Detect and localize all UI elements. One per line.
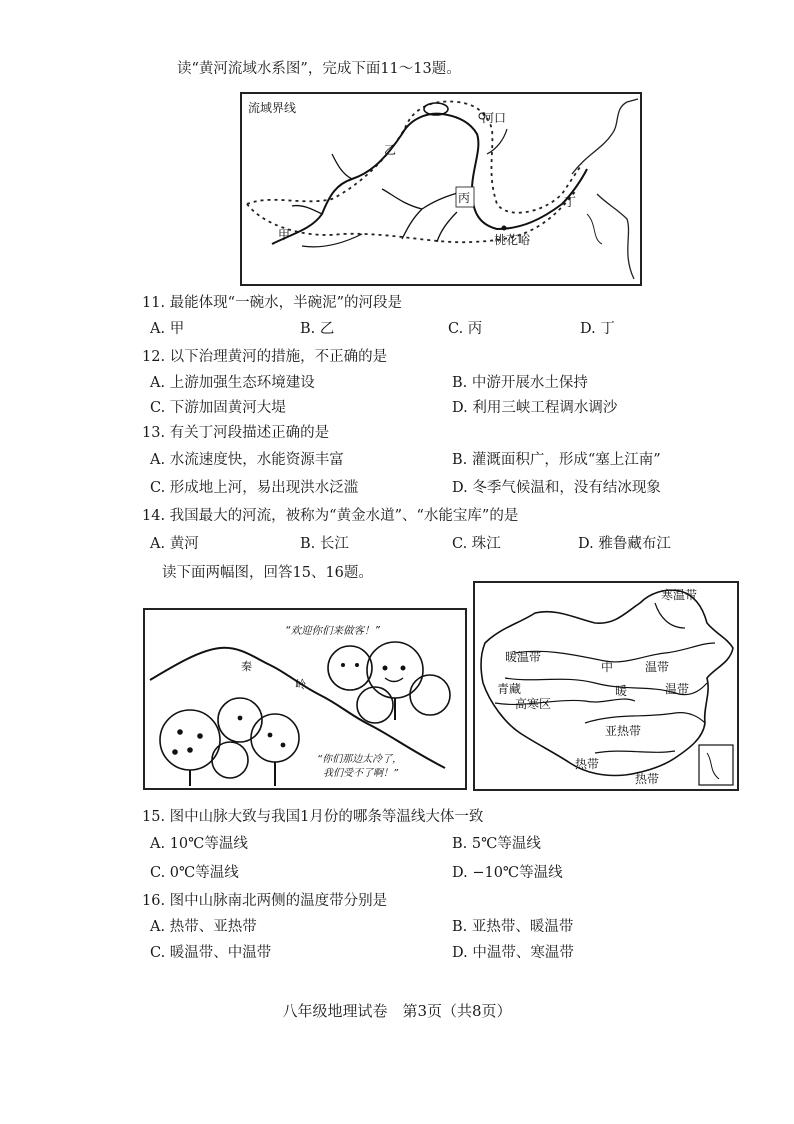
q14-option-b[interactable]: B. 长江 xyxy=(300,536,349,552)
q14-option-c[interactable]: C. 珠江 xyxy=(452,536,501,552)
q16-option-a[interactable]: A. 热带、亚热带 xyxy=(150,919,257,935)
q11-option-c[interactable]: C. 丙 xyxy=(448,321,483,337)
q16-option-d[interactable]: D. 中温带、寒温带 xyxy=(452,945,574,961)
q16-option-b[interactable]: B. 亚热带、暖温带 xyxy=(452,919,574,935)
question-12-stem: 12. 以下治理黄河的措施，不正确的是 xyxy=(142,349,388,365)
label-jia: 甲 xyxy=(278,228,291,242)
question-11-stem: 11. 最能体现“一碗水，半碗泥”的河段是 xyxy=(142,295,402,311)
zone-re-2: 热带 xyxy=(635,772,660,786)
question-13-stem: 13. 有关丁河段描述正确的是 xyxy=(142,425,330,441)
label-bing: 丙 xyxy=(458,191,471,205)
q14-option-d[interactable]: D. 雅鲁藏布江 xyxy=(578,536,671,552)
zone-qingzang-1: 青藏 xyxy=(497,682,522,696)
q12-option-d[interactable]: D. 利用三峡工程调水调沙 xyxy=(452,400,618,416)
zone-zhongwen-1: 中 xyxy=(601,660,614,674)
zone-nuanwen-west: 暖温带 xyxy=(505,650,542,664)
q13-option-a[interactable]: A. 水流速度快，水能资源丰富 xyxy=(150,452,344,468)
mountain-char-qin: 秦 xyxy=(241,660,252,673)
speech-too-cold-1: “你们那边太冷了， xyxy=(317,754,403,765)
page-footer: 八年级地理试卷 第3页（共8页） xyxy=(282,1002,512,1020)
q11-option-b[interactable]: B. 乙 xyxy=(300,321,335,337)
q11-option-d[interactable]: D. 丁 xyxy=(580,321,615,337)
q15-option-a[interactable]: A. 10℃等温线 xyxy=(150,836,248,852)
label-boundary: 流域界线 xyxy=(248,101,297,115)
speech-too-cold-2: 我们受不了啊！” xyxy=(323,768,399,779)
zone-zhongwen-2: 温带 xyxy=(645,660,670,674)
q12-option-c[interactable]: C. 下游加固黄河大堤 xyxy=(150,400,286,416)
mountain-char-ling: 岭 xyxy=(295,678,306,691)
question-15-stem: 15. 图中山脉大致与我国1月份的哪条等温线大体一致 xyxy=(142,809,484,825)
zone-yare: 亚热带 xyxy=(605,724,642,738)
zone-qingzang-2: 高寒区 xyxy=(515,697,552,711)
q13-option-b[interactable]: B. 灌溉面积广，形成“塞上江南” xyxy=(452,452,661,468)
q12-option-a[interactable]: A. 上游加强生态环境建设 xyxy=(150,375,315,391)
q14-option-a[interactable]: A. 黄河 xyxy=(150,536,199,552)
q13-option-d[interactable]: D. 冬季气候温和，没有结冰现象 xyxy=(452,480,661,496)
zone-hanwen: 寒温带 xyxy=(661,588,698,602)
zone-re-1: 热带 xyxy=(575,757,600,771)
question-14-stem: 14. 我国最大的河流，被称为“黄金水道”、“水能宝库”的是 xyxy=(142,508,519,524)
temperature-zone-map-drawing xyxy=(475,583,737,789)
q13-option-c[interactable]: C. 形成地上河，易出现洪水泛滥 xyxy=(150,480,359,496)
section-intro-2: 读下面两幅图，回答15、16题。 xyxy=(162,565,373,581)
yellow-river-map-drawing xyxy=(242,94,640,284)
q15-option-b[interactable]: B. 5℃等温线 xyxy=(452,836,541,852)
label-taohuayu: 桃花峪 xyxy=(494,233,531,247)
q15-option-d[interactable]: D. −10℃等温线 xyxy=(452,865,563,881)
label-ding: 丁 xyxy=(564,195,577,209)
yellow-river-map xyxy=(240,92,642,286)
speech-welcome: “欢迎你们来做客！” xyxy=(285,625,380,637)
section-intro-1: 读“黄河流域水系图”，完成下面11～13题。 xyxy=(177,61,461,77)
question-16-stem: 16. 图中山脉南北两侧的温度带分别是 xyxy=(142,893,388,909)
q15-option-c[interactable]: C. 0℃等温线 xyxy=(150,865,239,881)
temperature-zone-map xyxy=(473,581,739,791)
zone-wendai: 温带 xyxy=(665,682,690,696)
q16-option-c[interactable]: C. 暖温带、中温带 xyxy=(150,945,272,961)
q11-option-a[interactable]: A. 甲 xyxy=(150,321,185,337)
q12-option-b[interactable]: B. 中游开展水土保持 xyxy=(452,375,588,391)
qinling-cartoon-drawing xyxy=(145,610,465,788)
label-hekou: 河口 xyxy=(482,111,507,125)
zone-nuan: 暖 xyxy=(615,684,628,698)
label-yi: 乙 xyxy=(384,143,397,157)
qinling-cartoon xyxy=(143,608,467,790)
